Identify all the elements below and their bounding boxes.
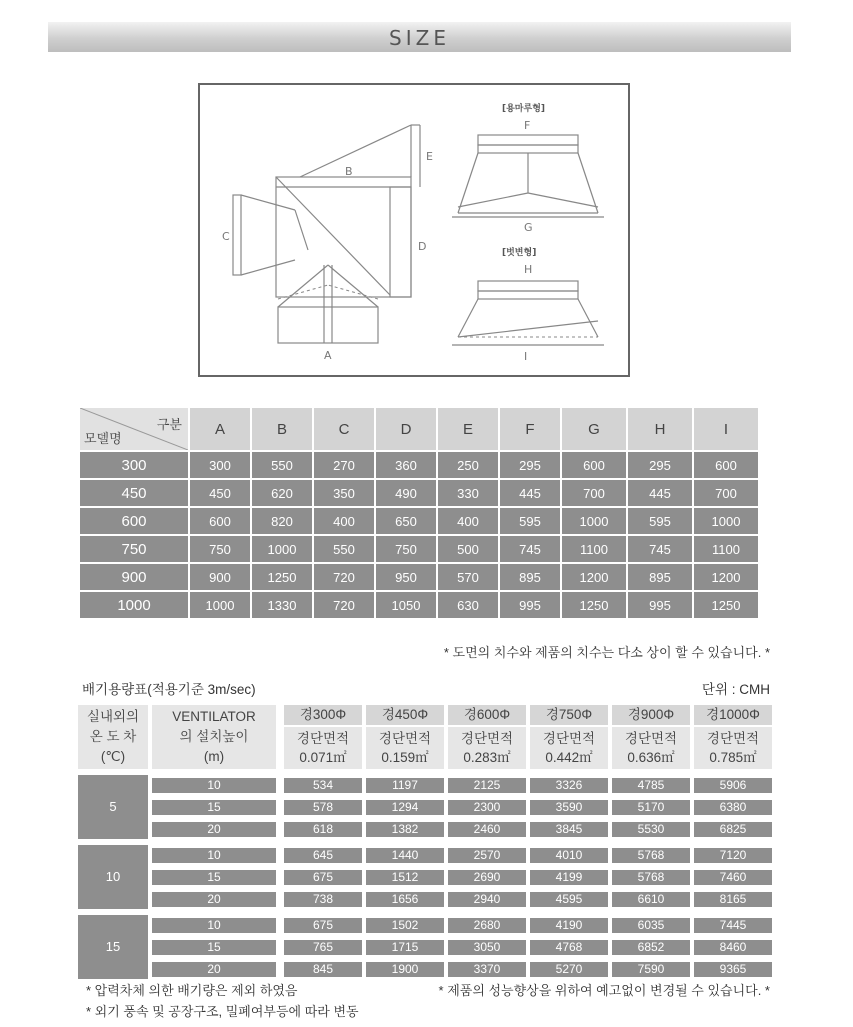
dimension-diagram: [200, 85, 628, 375]
capacity-cell: 1900: [366, 962, 444, 977]
corner-bottom-label: 모델명: [84, 431, 122, 446]
size-col-header: D: [376, 408, 436, 450]
capacity-cell: 2300: [448, 800, 526, 815]
size-value-cell: 600: [694, 452, 758, 478]
size-value-cell: 300: [190, 452, 250, 478]
area-value: 0.283㎡: [463, 750, 511, 765]
capacity-cell: 4785: [612, 778, 690, 793]
temp-header-line: 실내외의: [86, 709, 140, 724]
size-value-cell: 700: [562, 480, 626, 506]
footnote-pressure: * 압력차체 의한 배기량은 제외 하였음: [86, 983, 298, 998]
height-cell: 20: [152, 822, 276, 837]
capacity-cell: 2125: [448, 778, 526, 793]
temp-group-cell: 10: [78, 845, 148, 909]
temp-group-cell: 15: [78, 915, 148, 979]
size-value-cell: 400: [314, 508, 374, 534]
height-header-line: 의 설치높이: [179, 729, 249, 744]
size-value-cell: 1200: [562, 564, 626, 590]
type1-label: [용마루형]: [502, 104, 546, 114]
area-value: 0.636㎡: [627, 750, 675, 765]
height-cell: 10: [152, 848, 276, 863]
capacity-cell: 7590: [612, 962, 690, 977]
height-cell: 15: [152, 940, 276, 955]
size-value-cell: 360: [376, 452, 436, 478]
area-header: [448, 727, 526, 769]
size-col-header: B: [252, 408, 312, 450]
size-value-cell: 750: [376, 536, 436, 562]
capacity-cell: 6035: [612, 918, 690, 933]
size-value-cell: 750: [190, 536, 250, 562]
capacity-cell: 6610: [612, 892, 690, 907]
size-value-cell: 950: [376, 564, 436, 590]
size-value-cell: 700: [694, 480, 758, 506]
size-value-cell: 1250: [694, 592, 758, 618]
height-cell: 15: [152, 800, 276, 815]
area-value: 0.442㎡: [545, 750, 593, 765]
size-value-cell: 250: [438, 452, 498, 478]
capacity-cell: 7445: [694, 918, 772, 933]
temp-header-line: 온 도 차: [89, 729, 137, 744]
area-label: 경단면적: [706, 731, 760, 746]
install-height-header: [152, 705, 276, 769]
capacity-cell: 2690: [448, 870, 526, 885]
capacity-cell: 1656: [366, 892, 444, 907]
capacity-cell: 618: [284, 822, 362, 837]
size-value-cell: 270: [314, 452, 374, 478]
size-value-cell: 745: [628, 536, 692, 562]
size-col-header: F: [500, 408, 560, 450]
section-title-bar: [48, 22, 791, 52]
size-value-cell: 745: [500, 536, 560, 562]
size-model-cell: 450: [80, 480, 188, 506]
capacity-cell: 2570: [448, 848, 526, 863]
area-label: 경단면적: [296, 731, 350, 746]
capacity-cell: 3590: [530, 800, 608, 815]
capacity-cell: 7460: [694, 870, 772, 885]
size-note: * 도면의 치수와 제품의 치수는 다소 상이 할 수 있습니다. *: [443, 645, 770, 660]
size-row: [80, 452, 758, 478]
size-value-cell: 500: [438, 536, 498, 562]
size-value-cell: 445: [628, 480, 692, 506]
size-row: [80, 480, 758, 506]
size-value-cell: 720: [314, 592, 374, 618]
capacity-cell: 1502: [366, 918, 444, 933]
diameter-header: 경750Φ: [530, 705, 608, 725]
capacity-cell: 5768: [612, 870, 690, 885]
size-value-cell: 445: [500, 480, 560, 506]
diameter-header: 경600Φ: [448, 705, 526, 725]
height-cell: 15: [152, 870, 276, 885]
area-value: 0.785㎡: [709, 750, 757, 765]
capacity-cell: 9365: [694, 962, 772, 977]
area-value: 0.159㎡: [381, 750, 429, 765]
capacity-cell: 4190: [530, 918, 608, 933]
area-header: [366, 727, 444, 769]
capacity-cell: 7120: [694, 848, 772, 863]
size-model-cell: 900: [80, 564, 188, 590]
size-value-cell: 630: [438, 592, 498, 618]
area-value: 0.071㎡: [299, 750, 347, 765]
label-f: F: [524, 119, 531, 132]
capacity-cell: 4768: [530, 940, 608, 955]
exhaust-title: 배기용량표(적용기준 3m/sec): [82, 682, 256, 697]
label-d: D: [418, 240, 427, 253]
capacity-cell: 738: [284, 892, 362, 907]
size-value-cell: 330: [438, 480, 498, 506]
area-header: [612, 727, 690, 769]
capacity-cell: 1294: [366, 800, 444, 815]
label-i: I: [524, 350, 528, 363]
capacity-cell: 765: [284, 940, 362, 955]
size-row: [80, 564, 758, 590]
footnote-change: * 제품의 성능향상을 위하여 예고없이 변경될 수 있습니다. *: [438, 983, 770, 998]
capacity-cell: 5270: [530, 962, 608, 977]
diameter-header: 경900Φ: [612, 705, 690, 725]
label-b: B: [345, 165, 353, 178]
size-value-cell: 295: [500, 452, 560, 478]
size-value-cell: 1050: [376, 592, 436, 618]
size-col-header: A: [190, 408, 250, 450]
size-value-cell: 570: [438, 564, 498, 590]
size-value-cell: 490: [376, 480, 436, 506]
capacity-cell: 3050: [448, 940, 526, 955]
size-value-cell: 350: [314, 480, 374, 506]
size-value-cell: 720: [314, 564, 374, 590]
capacity-cell: 3326: [530, 778, 608, 793]
size-value-cell: 450: [190, 480, 250, 506]
height-cell: 10: [152, 918, 276, 933]
label-h: H: [524, 263, 533, 276]
size-model-cell: 750: [80, 536, 188, 562]
size-value-cell: 900: [190, 564, 250, 590]
capacity-cell: 6825: [694, 822, 772, 837]
diameter-header: 경450Φ: [366, 705, 444, 725]
label-e: E: [426, 150, 433, 163]
capacity-cell: 2680: [448, 918, 526, 933]
capacity-cell: 4010: [530, 848, 608, 863]
capacity-cell: 534: [284, 778, 362, 793]
temp-diff-header: [78, 705, 148, 769]
size-value-cell: 550: [252, 452, 312, 478]
capacity-cell: 675: [284, 918, 362, 933]
type2-label: [벗변형]: [502, 248, 537, 258]
height-cell: 20: [152, 962, 276, 977]
capacity-cell: 1197: [366, 778, 444, 793]
capacity-cell: 6852: [612, 940, 690, 955]
size-value-cell: 1000: [252, 536, 312, 562]
dimension-drawing: [198, 83, 630, 377]
area-header: [694, 727, 772, 769]
capacity-cell: 4199: [530, 870, 608, 885]
size-col-header: H: [628, 408, 692, 450]
height-cell: 20: [152, 892, 276, 907]
size-value-cell: 895: [500, 564, 560, 590]
label-c: C: [222, 230, 230, 243]
size-value-cell: 1250: [252, 564, 312, 590]
temp-group-cell: 5: [78, 775, 148, 839]
capacity-cell: 6380: [694, 800, 772, 815]
size-value-cell: 620: [252, 480, 312, 506]
size-value-cell: 1000: [562, 508, 626, 534]
capacity-cell: 5768: [612, 848, 690, 863]
size-table: [78, 406, 760, 620]
height-cell: 10: [152, 778, 276, 793]
capacity-cell: 8165: [694, 892, 772, 907]
size-value-cell: 650: [376, 508, 436, 534]
capacity-cell: 1440: [366, 848, 444, 863]
size-corner-cell: [80, 408, 188, 450]
area-label: 경단면적: [624, 731, 678, 746]
size-value-cell: 995: [500, 592, 560, 618]
area-header: [530, 727, 608, 769]
capacity-cell: 578: [284, 800, 362, 815]
capacity-cell: 2460: [448, 822, 526, 837]
size-value-cell: 1100: [562, 536, 626, 562]
section-title: SIZE: [389, 26, 450, 50]
capacity-cell: 8460: [694, 940, 772, 955]
size-value-cell: 895: [628, 564, 692, 590]
exhaust-table: [78, 705, 772, 976]
diameter-header: 경1000Φ: [694, 705, 772, 725]
size-value-cell: 595: [500, 508, 560, 534]
capacity-cell: 3370: [448, 962, 526, 977]
size-value-cell: 1100: [694, 536, 758, 562]
size-value-cell: 1000: [694, 508, 758, 534]
capacity-cell: 5170: [612, 800, 690, 815]
capacity-cell: 645: [284, 848, 362, 863]
capacity-cell: 4595: [530, 892, 608, 907]
size-col-header: E: [438, 408, 498, 450]
size-value-cell: 600: [190, 508, 250, 534]
capacity-cell: 675: [284, 870, 362, 885]
capacity-cell: 3845: [530, 822, 608, 837]
label-g: G: [524, 221, 533, 234]
size-col-header: I: [694, 408, 758, 450]
size-row: [80, 508, 758, 534]
footnote-wind: * 외기 풍속 및 공장구조, 밀폐여부등에 따라 변동: [86, 1004, 359, 1019]
size-value-cell: 1330: [252, 592, 312, 618]
size-value-cell: 600: [562, 452, 626, 478]
area-header: [284, 727, 362, 769]
size-value-cell: 550: [314, 536, 374, 562]
area-label: 경단면적: [542, 731, 596, 746]
size-model-cell: 300: [80, 452, 188, 478]
size-value-cell: 295: [628, 452, 692, 478]
label-a: A: [324, 349, 332, 362]
capacity-cell: 5906: [694, 778, 772, 793]
area-label: 경단면적: [460, 731, 514, 746]
size-value-cell: 595: [628, 508, 692, 534]
size-value-cell: 1200: [694, 564, 758, 590]
area-label: 경단면적: [378, 731, 432, 746]
size-value-cell: 995: [628, 592, 692, 618]
size-model-cell: 1000: [80, 592, 188, 618]
size-value-cell: 400: [438, 508, 498, 534]
size-value-cell: 1000: [190, 592, 250, 618]
size-row: [80, 592, 758, 618]
size-value-cell: 820: [252, 508, 312, 534]
unit-label: 단위 : CMH: [701, 682, 770, 697]
capacity-cell: 1512: [366, 870, 444, 885]
size-model-cell: 600: [80, 508, 188, 534]
capacity-cell: 1715: [366, 940, 444, 955]
temp-header-line: (℃): [100, 749, 126, 764]
capacity-cell: 845: [284, 962, 362, 977]
capacity-cell: 1382: [366, 822, 444, 837]
height-header-line: (m): [203, 749, 225, 764]
size-value-cell: 1250: [562, 592, 626, 618]
capacity-cell: 2940: [448, 892, 526, 907]
capacity-cell: 5530: [612, 822, 690, 837]
size-col-header: G: [562, 408, 626, 450]
size-row: [80, 536, 758, 562]
height-header-line: VENTILATOR: [172, 709, 256, 724]
size-col-header: C: [314, 408, 374, 450]
corner-top-label: 구분: [156, 417, 182, 432]
diameter-header: 경300Φ: [284, 705, 362, 725]
